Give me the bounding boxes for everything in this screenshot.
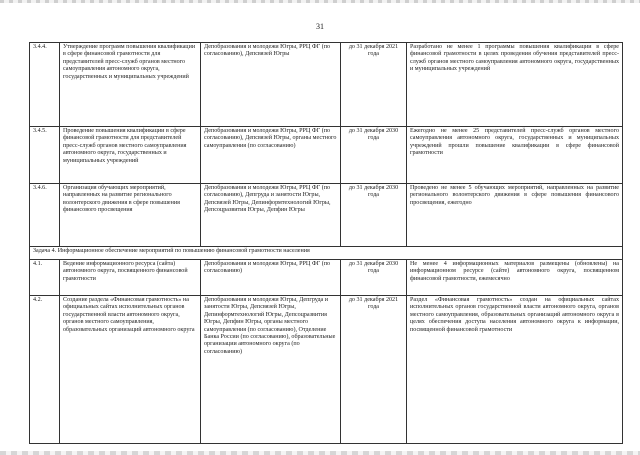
row-number: 3.4.6. (30, 184, 60, 247)
scan-edge-top (0, 0, 640, 3)
event-cell: Проведение повышения квалификации в сфере финансовой грамотности для представителей пресс-служб органов местного самоуправления автономного округа, государственных и муниципальных учреждений (60, 127, 201, 184)
executors-cell: Депобразования и молодежи Югры, РРЦ ФГ (по согласованию), Депсвязей Югры (201, 43, 341, 127)
event-cell: Ведение информационного ресурса (сайта) автономного округа, посвященного финансовой грамотности (60, 260, 201, 296)
term-cell: до 31 декабря 2021 года (341, 43, 407, 127)
table-row (30, 260, 623, 296)
event-cell: Создание раздела «Финансовая грамотность» на официальных сайтах исполнительных органов государственной власти автономного округа, органов местного самоуправления, образовательных организаций автономного округа (60, 296, 201, 444)
executors-cell: Депобразования и молодежи Югры, РРЦ ФГ (по согласованию), Депгруда и занятости Югры, Депсвязей Югры, Депинформтехнологий Югры, Депсоцразвития Югры, Депфин Югры (201, 184, 341, 247)
event-cell: Организация обучающих мероприятий, направленных на развитие регионального волонтерского движения в сфере повышения финансового просвещения (60, 184, 201, 247)
section-row (30, 247, 623, 260)
result-cell: Ежегодно не менее 25 представителей пресс-служб органов местного самоуправления автономного округа, государственных и муниципальных учреждений прошли повышение квалификации в сфере финансовой грамотности (407, 127, 623, 184)
term-cell: до 31 декабря 2030 года (341, 184, 407, 247)
event-cell: Утверждение программ повышения квалификации в сфере финансовой грамотности для представителей пресс-служб органов местного самоуправления автономного округа, государственных и муниципальных учреждений (60, 43, 201, 127)
table-row (30, 127, 623, 184)
section-title: Задача 4. Информационное обеспечение мероприятий по повышению финансовой грамотности населения (30, 247, 623, 260)
table-row (30, 184, 623, 247)
row-number: 3.4.4. (30, 43, 60, 127)
table-row (30, 296, 623, 444)
result-cell: Раздел «Финансовая грамотность» создан на официальных сайтах исполнительных органов государственной власти автономного округа, органов местного самоуправления, образовательных организаций автономного округа в целях обеспечения доступа населения автономного округа к информации, посвященной финансовой грамотности (407, 296, 623, 444)
executors-cell: Депобразования и молодежи Югры, РРЦ ФГ (по согласованию), Депсвязей Югры, органы местного самоуправления (по согласованию) (201, 127, 341, 184)
table-row (30, 43, 623, 127)
executors-cell: Депобразования и молодежи Югры, РРЦ ФГ (по согласованию) (201, 260, 341, 296)
term-cell: до 31 декабря 2030 года (341, 260, 407, 296)
term-cell: до 31 декабря 2021 года (341, 296, 407, 444)
page-number: 31 (316, 22, 324, 31)
scan-edge-bottom (0, 451, 640, 455)
executors-cell: Депобразования и молодежи Югры, Депгруда и занятости Югры, Депсвязей Югры, Депинформтехнологий Югры, Депсоцразвития Югры, Депфин Югры, органы местного самоуправления (по согласованию), Отделение Банка России (по согласованию), образовательные организации автономного округа (по согласованию) (201, 296, 341, 444)
result-cell: Разработано не менее 1 программы повышения квалификации в сфере финансовой грамотности в целях проведения обучения представителей пресс-служб органов местного самоуправления автономного округа, государственных и муниципальных учреждений (407, 43, 623, 127)
row-number: 4.1. (30, 260, 60, 296)
row-number: 3.4.5. (30, 127, 60, 184)
activities-table (29, 42, 623, 444)
row-number: 4.2. (30, 296, 60, 444)
result-cell: Проведено не менее 5 обучающих мероприятий, направленных на развитие регионального волонтерского движения в сфере повышения финансового просвещения, ежегодно (407, 184, 623, 247)
result-cell: Не менее 4 информационных материалов размещены (обновлены) на информационном ресурсе (сайте) автономного округа, посвященном финансовой грамотности, ежемесячно (407, 260, 623, 296)
term-cell: до 31 декабря 2030 года (341, 127, 407, 184)
